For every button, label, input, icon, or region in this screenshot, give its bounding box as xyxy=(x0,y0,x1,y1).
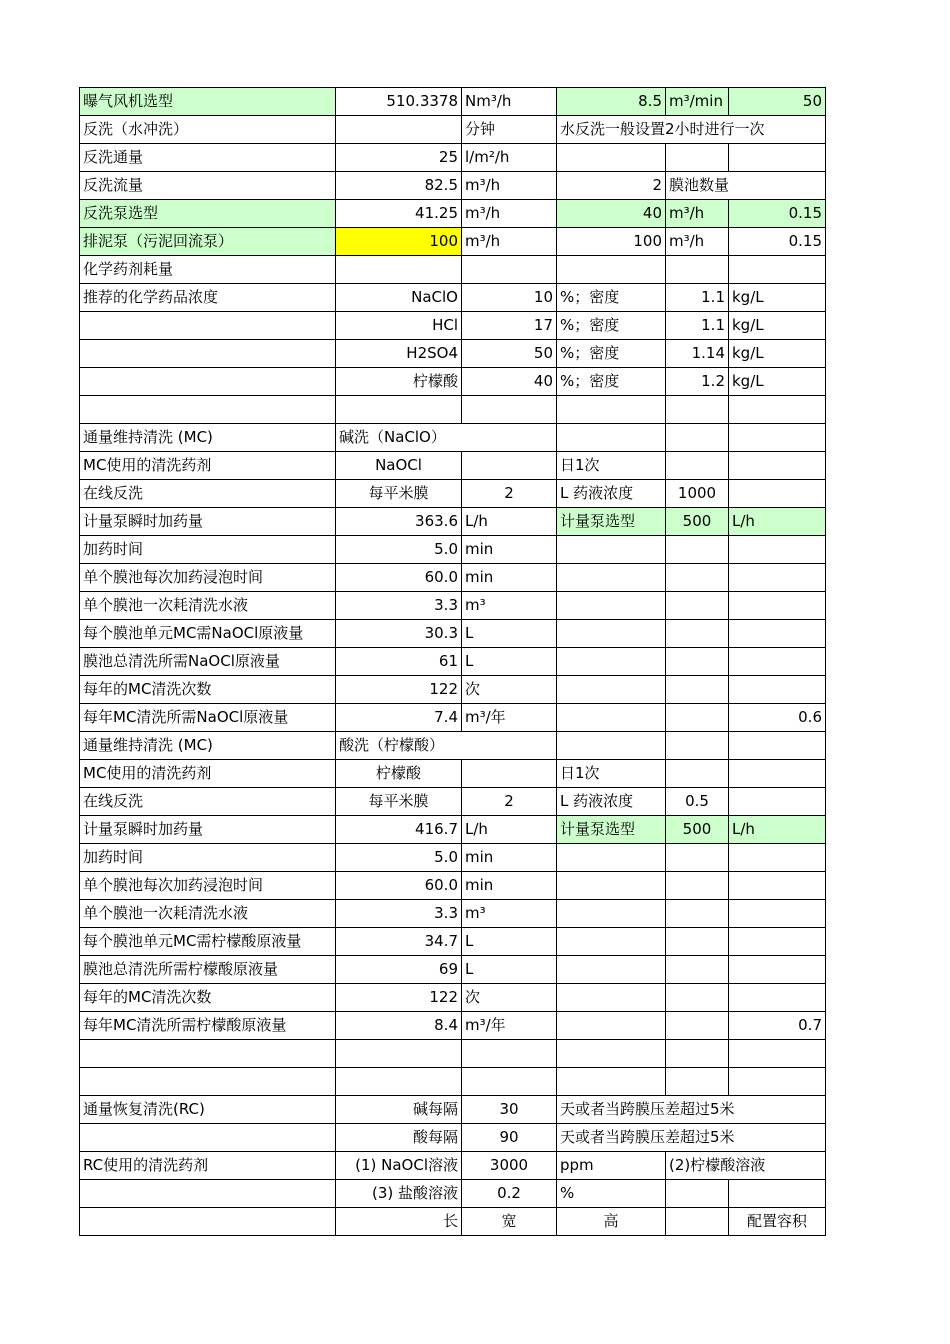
table-cell[interactable]: 510.3378 xyxy=(336,88,462,116)
table-cell[interactable]: kg/L xyxy=(729,312,826,340)
table-cell[interactable]: m³ xyxy=(462,592,557,620)
table-cell[interactable]: MC使用的清洗药剂 xyxy=(80,760,336,788)
spreadsheet-body xyxy=(80,88,826,1236)
table-cell[interactable]: 酸洗（柠檬酸） xyxy=(336,732,557,760)
table-cell[interactable]: kg/L xyxy=(729,340,826,368)
table-cell[interactable]: min xyxy=(462,564,557,592)
table-cell[interactable]: 1.1 xyxy=(666,312,729,340)
table-cell[interactable]: 柠檬酸 xyxy=(336,760,462,788)
table-cell[interactable]: HCl xyxy=(336,312,462,340)
table-cell[interactable]: 25 xyxy=(336,144,462,172)
table-cell[interactable]: 61 xyxy=(336,648,462,676)
table-cell[interactable] xyxy=(666,704,729,732)
table-row xyxy=(80,228,826,256)
table-row xyxy=(80,564,826,592)
table-cell[interactable]: MC使用的清洗药剂 xyxy=(80,452,336,480)
table-cell[interactable]: 3000 xyxy=(462,1152,557,1180)
table-cell[interactable]: 通量恢复清洗(RC) xyxy=(80,1096,336,1124)
table-cell[interactable]: ppm xyxy=(557,1152,666,1180)
table-cell[interactable]: 每个膜池单元MC需NaOCl原液量 xyxy=(80,620,336,648)
table-row xyxy=(80,1180,826,1208)
table-cell[interactable]: 0.7 xyxy=(729,1012,826,1040)
table-cell[interactable]: 柠檬酸 xyxy=(336,368,462,396)
table-row xyxy=(80,1012,826,1040)
table-cell[interactable] xyxy=(557,732,666,760)
table-cell[interactable]: 单个膜池一次耗清洗水液 xyxy=(80,900,336,928)
table-cell[interactable]: H2SO4 xyxy=(336,340,462,368)
table-cell[interactable]: L 药液浓度 xyxy=(557,480,666,508)
table-cell[interactable] xyxy=(729,900,826,928)
table-cell[interactable] xyxy=(666,844,729,872)
table-cell[interactable] xyxy=(80,1180,336,1208)
table-cell[interactable]: 单个膜池一次耗清洗水液 xyxy=(80,592,336,620)
table-cell[interactable] xyxy=(666,592,729,620)
table-cell[interactable]: RC使用的清洗药剂 xyxy=(80,1152,336,1180)
table-cell[interactable]: 2 xyxy=(462,788,557,816)
table-cell[interactable] xyxy=(336,256,462,284)
table-row xyxy=(80,816,826,844)
table-cell[interactable] xyxy=(729,480,826,508)
table-cell[interactable] xyxy=(729,1068,826,1096)
table-cell[interactable]: 在线反洗 xyxy=(80,480,336,508)
table-cell[interactable] xyxy=(80,396,336,424)
table-cell[interactable]: 0.15 xyxy=(729,228,826,256)
table-cell[interactable] xyxy=(557,900,666,928)
table-cell[interactable]: 2 xyxy=(462,480,557,508)
table-cell[interactable]: m³ xyxy=(462,900,557,928)
table-cell[interactable] xyxy=(729,1040,826,1068)
table-cell[interactable]: 单个膜池每次加药浸泡时间 xyxy=(80,564,336,592)
table-cell[interactable]: 反洗流量 xyxy=(80,172,336,200)
table-cell[interactable]: 计量泵选型 xyxy=(557,816,666,844)
table-cell[interactable] xyxy=(336,396,462,424)
table-row xyxy=(80,424,826,452)
table-cell[interactable] xyxy=(462,396,557,424)
table-cell[interactable] xyxy=(729,620,826,648)
table-cell[interactable] xyxy=(80,340,336,368)
table-cell[interactable] xyxy=(557,592,666,620)
table-cell[interactable]: 40 xyxy=(557,200,666,228)
table-cell[interactable]: min xyxy=(462,872,557,900)
table-cell[interactable] xyxy=(666,452,729,480)
table-cell[interactable]: 1.14 xyxy=(666,340,729,368)
table-row xyxy=(80,872,826,900)
table-row xyxy=(80,312,826,340)
table-cell[interactable] xyxy=(666,984,729,1012)
table-cell[interactable]: 高 xyxy=(557,1208,666,1236)
table-row xyxy=(80,536,826,564)
table-cell[interactable] xyxy=(557,1012,666,1040)
table-cell[interactable] xyxy=(666,1208,729,1236)
table-cell[interactable]: m³/min xyxy=(666,88,729,116)
table-cell[interactable] xyxy=(666,1180,729,1208)
table-cell[interactable]: 60.0 xyxy=(336,872,462,900)
table-cell[interactable]: 82.5 xyxy=(336,172,462,200)
table-cell[interactable] xyxy=(729,648,826,676)
table-row xyxy=(80,704,826,732)
table-cell[interactable]: 100 xyxy=(557,228,666,256)
table-cell[interactable] xyxy=(557,844,666,872)
table-cell[interactable]: 5.0 xyxy=(336,536,462,564)
table-cell[interactable] xyxy=(557,928,666,956)
table-cell[interactable]: %；密度 xyxy=(557,312,666,340)
table-cell[interactable]: L xyxy=(462,956,557,984)
table-cell[interactable]: (3) 盐酸溶液 xyxy=(336,1180,462,1208)
table-cell[interactable] xyxy=(557,872,666,900)
table-cell[interactable]: (2)柠檬酸溶液 xyxy=(666,1152,826,1180)
table-cell[interactable]: 计量泵瞬时加药量 xyxy=(80,508,336,536)
table-cell[interactable]: 在线反洗 xyxy=(80,788,336,816)
table-cell[interactable]: 500 xyxy=(666,816,729,844)
table-cell[interactable]: min xyxy=(462,536,557,564)
table-cell[interactable] xyxy=(557,1068,666,1096)
table-row xyxy=(80,1124,826,1152)
table-cell[interactable]: 每年MC清洗所需柠檬酸原液量 xyxy=(80,1012,336,1040)
table-cell[interactable]: 通量维持清洗 (MC) xyxy=(80,732,336,760)
table-cell[interactable]: L xyxy=(462,928,557,956)
table-cell[interactable] xyxy=(666,256,729,284)
table-row xyxy=(80,340,826,368)
table-cell[interactable] xyxy=(666,956,729,984)
table-cell[interactable]: 100 xyxy=(336,228,462,256)
table-cell[interactable]: min xyxy=(462,844,557,872)
table-cell[interactable] xyxy=(80,1068,336,1096)
table-cell[interactable]: 69 xyxy=(336,956,462,984)
table-cell[interactable] xyxy=(557,396,666,424)
table-cell[interactable] xyxy=(666,396,729,424)
table-cell[interactable] xyxy=(729,872,826,900)
table-row xyxy=(80,760,826,788)
table-cell[interactable]: m³/h xyxy=(462,200,557,228)
table-row xyxy=(80,1068,826,1096)
table-cell[interactable]: 排泥泵（污泥回流泵） xyxy=(80,228,336,256)
table-cell[interactable] xyxy=(729,424,826,452)
table-cell[interactable]: 反洗（水冲洗） xyxy=(80,116,336,144)
table-cell[interactable]: 膜池总清洗所需柠檬酸原液量 xyxy=(80,956,336,984)
table-cell[interactable]: 碱每隔 xyxy=(336,1096,462,1124)
table-cell[interactable]: 50 xyxy=(729,88,826,116)
table-cell[interactable]: 每年的MC清洗次数 xyxy=(80,676,336,704)
table-cell[interactable] xyxy=(666,872,729,900)
table-cell[interactable]: 曝气风机选型 xyxy=(80,88,336,116)
table-cell[interactable]: 加药时间 xyxy=(80,844,336,872)
table-cell[interactable]: %；密度 xyxy=(557,284,666,312)
table-row xyxy=(80,1208,826,1236)
table-cell[interactable] xyxy=(557,676,666,704)
table-cell[interactable] xyxy=(557,536,666,564)
table-cell[interactable] xyxy=(666,928,729,956)
table-row xyxy=(80,676,826,704)
table-cell[interactable]: 计量泵瞬时加药量 xyxy=(80,816,336,844)
table-cell[interactable]: NaClO xyxy=(336,284,462,312)
table-cell[interactable] xyxy=(557,424,666,452)
table-row xyxy=(80,900,826,928)
table-cell[interactable]: L xyxy=(462,620,557,648)
table-cell[interactable] xyxy=(729,564,826,592)
table-cell[interactable] xyxy=(462,256,557,284)
table-cell[interactable] xyxy=(666,1068,729,1096)
table-cell[interactable]: 次 xyxy=(462,984,557,1012)
table-cell[interactable]: 天或者当跨膜压差超过5米 xyxy=(557,1124,826,1152)
table-cell[interactable]: 每平米膜 xyxy=(336,788,462,816)
table-cell[interactable]: kg/L xyxy=(729,284,826,312)
table-cell[interactable] xyxy=(336,1068,462,1096)
table-cell[interactable]: 酸每隔 xyxy=(336,1124,462,1152)
table-cell[interactable]: 2 xyxy=(557,172,666,200)
table-cell[interactable] xyxy=(666,536,729,564)
table-cell[interactable]: Nm³/h xyxy=(462,88,557,116)
table-cell[interactable] xyxy=(729,592,826,620)
table-cell[interactable]: 单个膜池每次加药浸泡时间 xyxy=(80,872,336,900)
table-cell[interactable] xyxy=(666,564,729,592)
table-cell[interactable] xyxy=(462,1040,557,1068)
table-cell[interactable]: 90 xyxy=(462,1124,557,1152)
table-row xyxy=(80,592,826,620)
table-cell[interactable] xyxy=(729,452,826,480)
table-row xyxy=(80,88,826,116)
table-cell[interactable]: 17 xyxy=(462,312,557,340)
table-cell[interactable]: m³/h xyxy=(666,228,729,256)
table-cell[interactable]: 1.2 xyxy=(666,368,729,396)
table-cell[interactable] xyxy=(80,368,336,396)
table-cell[interactable] xyxy=(666,424,729,452)
table-cell[interactable]: 500 xyxy=(666,508,729,536)
table-row xyxy=(80,396,826,424)
table-cell[interactable] xyxy=(666,1012,729,1040)
table-row xyxy=(80,144,826,172)
table-cell[interactable] xyxy=(462,1068,557,1096)
table-cell[interactable] xyxy=(666,760,729,788)
table-cell[interactable]: 3.3 xyxy=(336,900,462,928)
table-cell[interactable]: m³/年 xyxy=(462,704,557,732)
table-row xyxy=(80,480,826,508)
table-cell[interactable] xyxy=(80,312,336,340)
table-cell[interactable] xyxy=(666,1040,729,1068)
table-cell[interactable]: 363.6 xyxy=(336,508,462,536)
table-cell[interactable] xyxy=(729,788,826,816)
table-cell[interactable]: 膜池数量 xyxy=(666,172,826,200)
table-cell[interactable] xyxy=(80,1124,336,1152)
table-cell[interactable]: 通量维持清洗 (MC) xyxy=(80,424,336,452)
table-row xyxy=(80,256,826,284)
table-cell[interactable]: 30.3 xyxy=(336,620,462,648)
table-cell[interactable]: 次 xyxy=(462,676,557,704)
table-cell[interactable] xyxy=(557,620,666,648)
table-cell[interactable]: 41.25 xyxy=(336,200,462,228)
table-row xyxy=(80,788,826,816)
table-cell[interactable]: NaOCl xyxy=(336,452,462,480)
table-cell[interactable]: 宽 xyxy=(462,1208,557,1236)
table-cell[interactable] xyxy=(557,144,666,172)
table-cell[interactable] xyxy=(729,760,826,788)
table-cell[interactable]: L/h xyxy=(462,508,557,536)
table-cell[interactable]: 膜池总清洗所需NaOCl原液量 xyxy=(80,648,336,676)
table-cell[interactable]: 10 xyxy=(462,284,557,312)
table-cell[interactable] xyxy=(666,144,729,172)
table-row xyxy=(80,648,826,676)
table-cell[interactable] xyxy=(80,1208,336,1236)
table-cell[interactable]: L 药液浓度 xyxy=(557,788,666,816)
table-cell[interactable] xyxy=(557,956,666,984)
table-cell[interactable]: 34.7 xyxy=(336,928,462,956)
table-row xyxy=(80,368,826,396)
table-cell[interactable]: 化学药剂耗量 xyxy=(80,256,336,284)
table-cell[interactable]: 8.5 xyxy=(557,88,666,116)
table-cell[interactable]: 每年MC清洗所需NaOCl原液量 xyxy=(80,704,336,732)
table-cell[interactable] xyxy=(666,900,729,928)
table-cell[interactable]: 日1次 xyxy=(557,760,666,788)
table-row xyxy=(80,956,826,984)
table-cell[interactable]: 配置容积 xyxy=(729,1208,826,1236)
table-cell[interactable]: kg/L xyxy=(729,368,826,396)
table-cell[interactable]: 每平米膜 xyxy=(336,480,462,508)
table-row xyxy=(80,1040,826,1068)
table-cell[interactable] xyxy=(666,676,729,704)
table-cell[interactable] xyxy=(666,648,729,676)
table-row xyxy=(80,200,826,228)
table-cell[interactable]: L/h xyxy=(462,816,557,844)
table-cell[interactable] xyxy=(557,648,666,676)
table-cell[interactable]: 416.7 xyxy=(336,816,462,844)
table-cell[interactable]: 122 xyxy=(336,984,462,1012)
table-cell[interactable] xyxy=(729,536,826,564)
table-cell[interactable] xyxy=(557,704,666,732)
table-cell[interactable]: %；密度 xyxy=(557,340,666,368)
table-cell[interactable]: 122 xyxy=(336,676,462,704)
table-cell[interactable] xyxy=(336,1040,462,1068)
table-cell[interactable]: 每年的MC清洗次数 xyxy=(80,984,336,1012)
table-cell[interactable] xyxy=(729,844,826,872)
table-cell[interactable] xyxy=(666,620,729,648)
table-cell[interactable]: %；密度 xyxy=(557,368,666,396)
table-row xyxy=(80,284,826,312)
table-cell[interactable]: 日1次 xyxy=(557,452,666,480)
table-cell[interactable]: 水反洗一般设置2小时进行一次 xyxy=(557,116,826,144)
table-cell[interactable]: L xyxy=(462,648,557,676)
table-cell[interactable]: 0.6 xyxy=(729,704,826,732)
table-cell[interactable]: L/h xyxy=(729,508,826,536)
table-cell[interactable] xyxy=(557,564,666,592)
table-row xyxy=(80,1096,826,1124)
table-cell[interactable]: m³/h xyxy=(462,172,557,200)
table-row xyxy=(80,1152,826,1180)
table-cell[interactable]: 0.15 xyxy=(729,200,826,228)
table-cell[interactable]: 分钟 xyxy=(462,116,557,144)
table-cell[interactable] xyxy=(729,676,826,704)
table-cell[interactable]: (1) NaOCl溶液 xyxy=(336,1152,462,1180)
table-cell[interactable]: m³/h xyxy=(462,228,557,256)
table-cell[interactable] xyxy=(729,396,826,424)
table-cell[interactable]: 碱洗（NaClO） xyxy=(336,424,557,452)
table-cell[interactable]: 40 xyxy=(462,368,557,396)
table-cell[interactable] xyxy=(462,760,557,788)
table-row xyxy=(80,844,826,872)
table-cell[interactable] xyxy=(729,1180,826,1208)
table-cell[interactable] xyxy=(729,144,826,172)
spreadsheet-table xyxy=(79,87,826,1236)
table-cell[interactable]: 1000 xyxy=(666,480,729,508)
table-cell[interactable]: 7.4 xyxy=(336,704,462,732)
table-cell[interactable]: 5.0 xyxy=(336,844,462,872)
table-cell[interactable]: 0.5 xyxy=(666,788,729,816)
table-cell[interactable]: 反洗通量 xyxy=(80,144,336,172)
table-cell[interactable] xyxy=(729,956,826,984)
table-row xyxy=(80,620,826,648)
table-cell[interactable] xyxy=(336,116,462,144)
table-cell[interactable]: 推荐的化学药品浓度 xyxy=(80,284,336,312)
table-cell[interactable]: 每个膜池单元MC需柠檬酸原液量 xyxy=(80,928,336,956)
table-cell[interactable]: 8.4 xyxy=(336,1012,462,1040)
table-cell[interactable]: 加药时间 xyxy=(80,536,336,564)
table-cell[interactable] xyxy=(80,1040,336,1068)
table-row xyxy=(80,116,826,144)
table-row xyxy=(80,452,826,480)
table-cell[interactable] xyxy=(729,928,826,956)
table-cell[interactable]: 30 xyxy=(462,1096,557,1124)
table-cell[interactable] xyxy=(557,1040,666,1068)
table-row xyxy=(80,508,826,536)
table-cell[interactable] xyxy=(729,732,826,760)
table-cell[interactable]: m³/年 xyxy=(462,1012,557,1040)
table-cell[interactable] xyxy=(557,256,666,284)
table-cell[interactable]: 3.3 xyxy=(336,592,462,620)
table-cell[interactable] xyxy=(729,256,826,284)
table-cell[interactable]: 长 xyxy=(336,1208,462,1236)
table-cell[interactable]: 反洗泵选型 xyxy=(80,200,336,228)
table-cell[interactable]: 天或者当跨膜压差超过5米 xyxy=(557,1096,826,1124)
table-cell[interactable]: 0.2 xyxy=(462,1180,557,1208)
table-row xyxy=(80,732,826,760)
table-cell[interactable]: % xyxy=(557,1180,666,1208)
table-cell[interactable]: L/h xyxy=(729,816,826,844)
table-row xyxy=(80,172,826,200)
table-cell[interactable]: 60.0 xyxy=(336,564,462,592)
table-cell[interactable] xyxy=(729,984,826,1012)
table-cell[interactable]: 50 xyxy=(462,340,557,368)
table-row xyxy=(80,928,826,956)
table-cell[interactable] xyxy=(557,984,666,1012)
table-row xyxy=(80,984,826,1012)
table-cell[interactable]: m³/h xyxy=(666,200,729,228)
table-cell[interactable] xyxy=(666,732,729,760)
table-cell[interactable]: 1.1 xyxy=(666,284,729,312)
table-cell[interactable]: 计量泵选型 xyxy=(557,508,666,536)
table-cell[interactable] xyxy=(462,452,557,480)
table-cell[interactable]: l/m²/h xyxy=(462,144,557,172)
